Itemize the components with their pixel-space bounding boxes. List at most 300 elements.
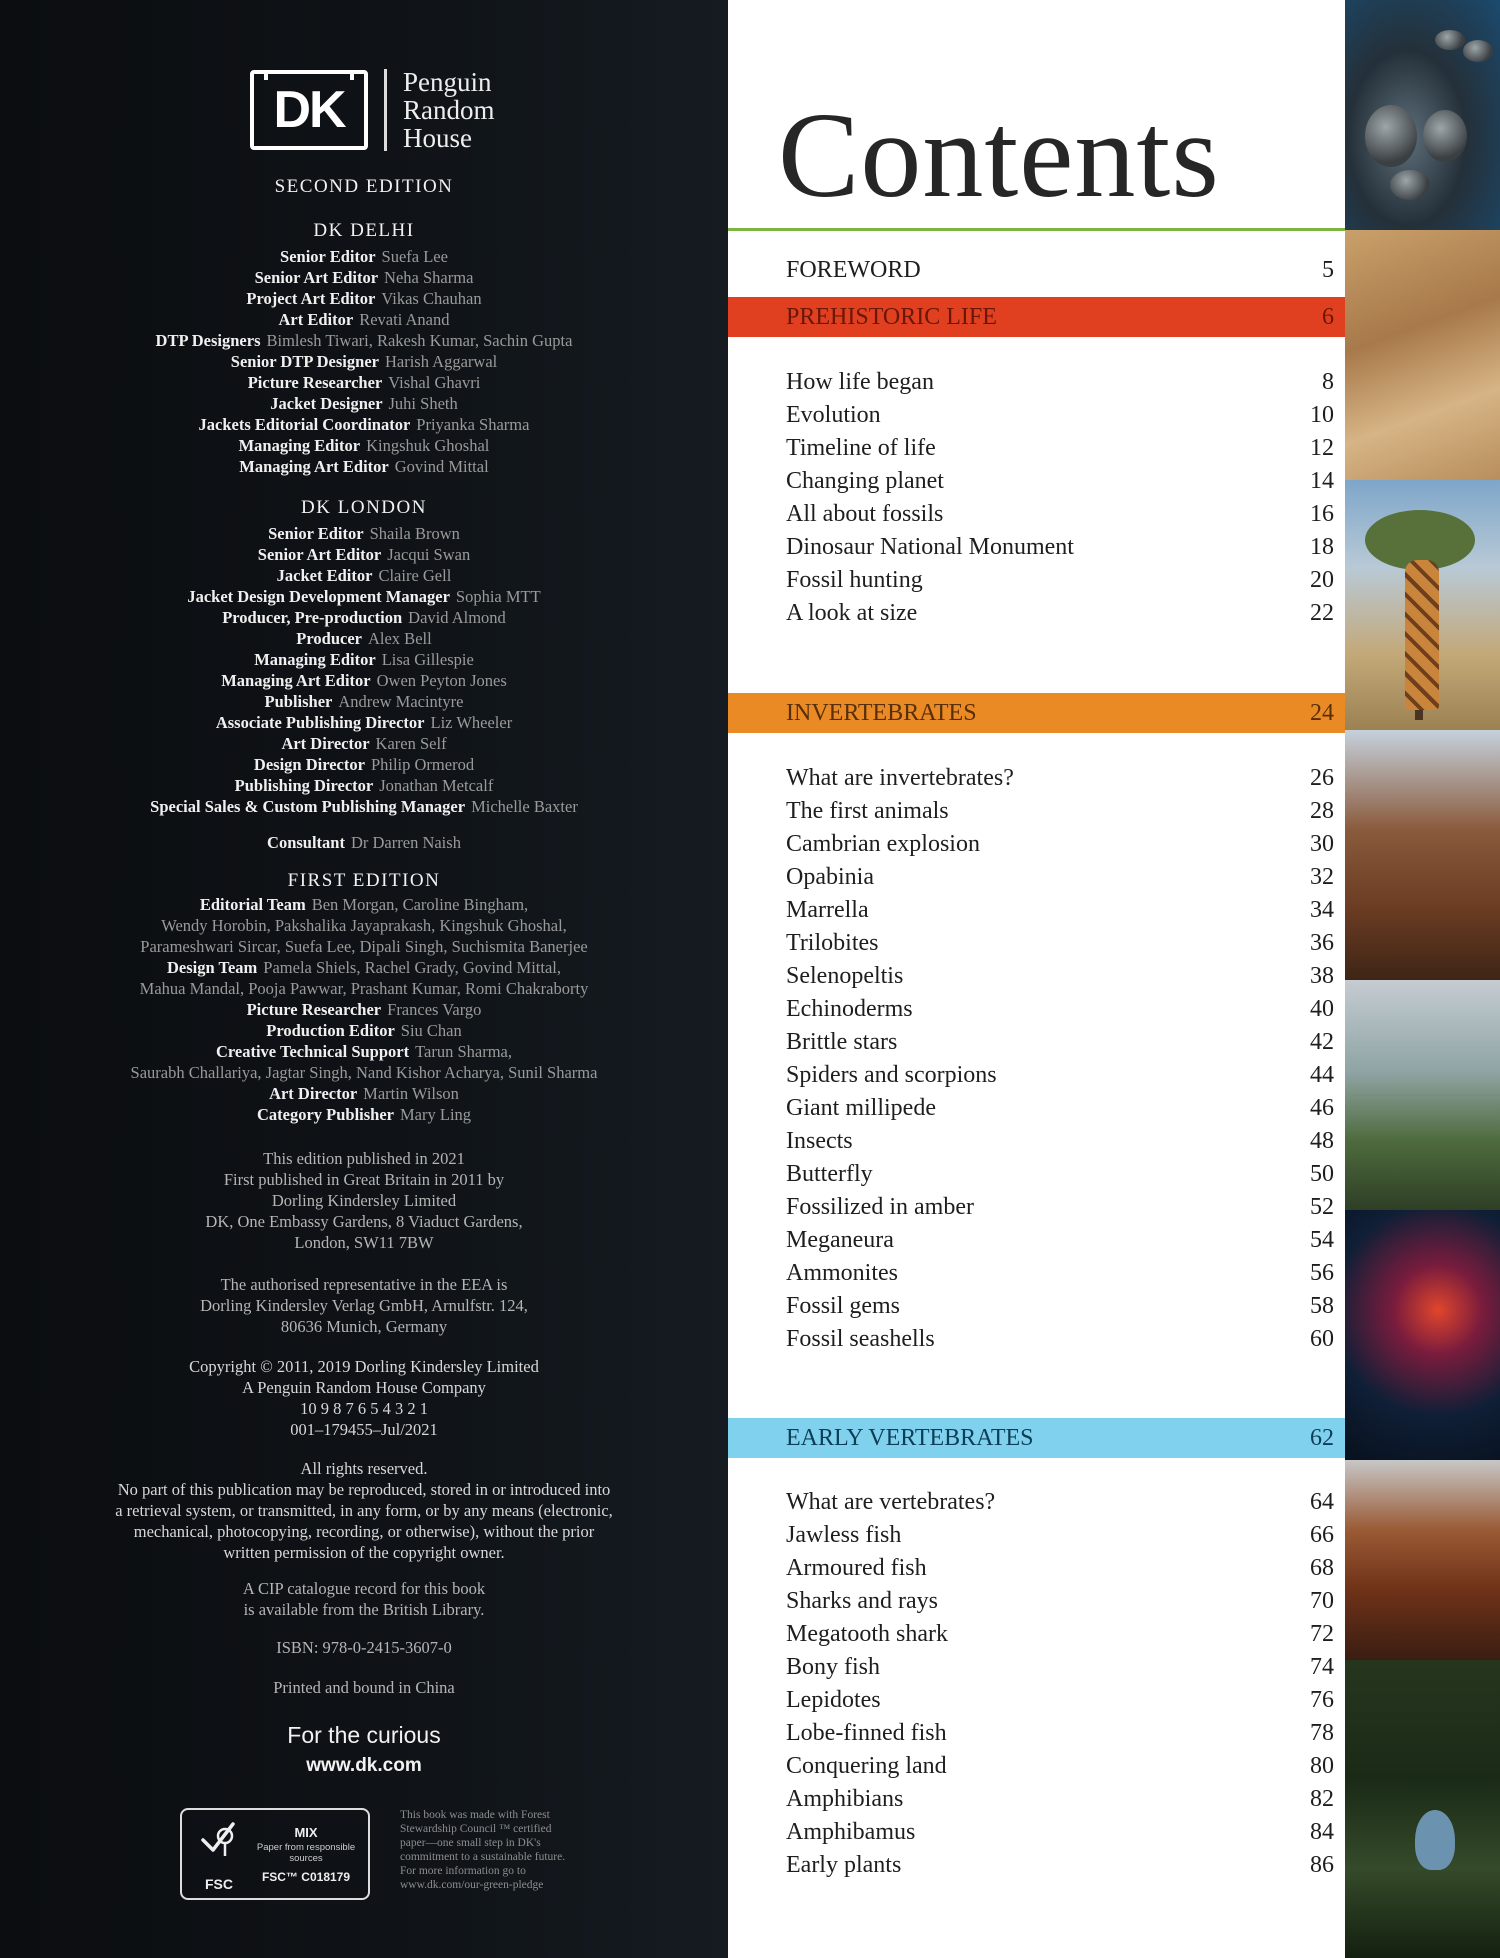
toc-entry[interactable] bbox=[786, 1684, 1334, 1717]
title-rule bbox=[728, 228, 1345, 231]
credit-line bbox=[0, 351, 728, 372]
toc-label: Fossil gems bbox=[786, 1293, 901, 1319]
credit-role: Editorial Team bbox=[199, 895, 306, 914]
imprint-line: This edition published in 2021 bbox=[263, 1149, 465, 1168]
toc-entry[interactable] bbox=[786, 1158, 1334, 1191]
credit-role: Senior Art Editor bbox=[257, 545, 382, 564]
toc-page: 72 bbox=[1310, 1621, 1334, 1647]
archaeopteryx-fossil-photo bbox=[1345, 230, 1500, 480]
prh-line: Random bbox=[403, 95, 495, 125]
credit-name: Juhi Sheth bbox=[388, 394, 458, 413]
toc-page: 38 bbox=[1310, 963, 1334, 989]
credit-name: Vishal Ghavri bbox=[388, 373, 481, 392]
credit-role: Creative Technical Support bbox=[215, 1042, 410, 1061]
toc-entry[interactable] bbox=[786, 1290, 1334, 1323]
toc-entry[interactable] bbox=[786, 993, 1334, 1026]
toc-page: 76 bbox=[1310, 1687, 1334, 1713]
toc-section-header[interactable] bbox=[728, 297, 1345, 337]
credit-role: Category Publisher bbox=[256, 1105, 394, 1124]
toc-entry[interactable] bbox=[786, 1026, 1334, 1059]
toc-label: Changing planet bbox=[786, 468, 944, 494]
credit-role: Production Editor bbox=[266, 1021, 395, 1040]
toc-label: Sharks and rays bbox=[786, 1588, 938, 1614]
credit-line bbox=[0, 330, 728, 351]
toc-page: 14 bbox=[1310, 468, 1334, 494]
credit-line bbox=[0, 894, 728, 915]
credit-line bbox=[0, 523, 728, 544]
website-link[interactable]: www.dk.com bbox=[306, 1755, 422, 1776]
fsc-note-line: commitment to a sustainable future. bbox=[400, 1851, 566, 1863]
toc-page: 42 bbox=[1310, 1029, 1334, 1055]
credit-line bbox=[0, 1104, 728, 1125]
fsc-note-line: www.dk.com/our-green-pledge bbox=[400, 1879, 544, 1891]
credit-role: Associate Publishing Director bbox=[215, 713, 425, 732]
imprint-line: All rights reserved. bbox=[300, 1459, 428, 1478]
imprint-line: Copyright © 2011, 2019 Dorling Kindersley Limited bbox=[189, 1357, 539, 1376]
dk-logo: DK bbox=[250, 70, 368, 150]
fsc-logo-text: FSC bbox=[205, 1876, 233, 1892]
fsc-code: FSC™ C018179 bbox=[261, 1869, 351, 1884]
credit-role: DTP Designers bbox=[155, 331, 261, 350]
giraffe-photo bbox=[1345, 480, 1500, 730]
credit-name: Siu Chan bbox=[400, 1021, 462, 1040]
toc-label: What are vertebrates? bbox=[786, 1489, 996, 1515]
credit-line bbox=[0, 544, 728, 565]
imprint-line: Dorling Kindersley Verlag GmbH, Arnulfstr. 124, bbox=[200, 1296, 528, 1315]
cip-info bbox=[0, 1578, 728, 1620]
canyon-photo bbox=[1345, 730, 1500, 980]
toc-label: Ammonites bbox=[786, 1260, 898, 1286]
fsc-badge bbox=[180, 1808, 370, 1900]
toc-entry[interactable] bbox=[786, 1323, 1334, 1356]
credit-role: Design Director bbox=[253, 755, 365, 774]
toc-label: Giant millipede bbox=[786, 1095, 936, 1121]
toc-entry[interactable] bbox=[786, 1125, 1334, 1158]
credit-line bbox=[0, 586, 728, 607]
toc-label: Fossilized in amber bbox=[786, 1194, 974, 1220]
credit-line bbox=[0, 309, 728, 330]
imprint-panel bbox=[0, 0, 728, 1958]
toc-label: Armoured fish bbox=[786, 1555, 927, 1581]
toc-label: Echinoderms bbox=[786, 996, 913, 1022]
toc-page: 28 bbox=[1310, 798, 1334, 824]
toc-page: 10 bbox=[1310, 402, 1334, 428]
credit-role: Publishing Director bbox=[234, 776, 374, 795]
toc-section-page: 62 bbox=[1310, 1424, 1334, 1451]
toc-entry[interactable] bbox=[786, 861, 1334, 894]
toc-entry[interactable] bbox=[786, 1618, 1334, 1651]
credit-line bbox=[0, 1020, 728, 1041]
toc-entry[interactable] bbox=[786, 1750, 1334, 1783]
credit-name: Liz Wheeler bbox=[430, 713, 513, 732]
toc-page: 82 bbox=[1310, 1786, 1334, 1812]
toc-entry[interactable] bbox=[786, 1224, 1334, 1257]
toc-label: Fossil seashells bbox=[786, 1326, 935, 1352]
credit-name: Martin Wilson bbox=[363, 1084, 459, 1103]
credit-name: Neha Sharma bbox=[384, 268, 474, 287]
toc-page: 34 bbox=[1310, 897, 1334, 923]
imprint-line: a retrieval system, or transmitted, in any form, or by any means (electronic, bbox=[115, 1501, 613, 1520]
imprint-line: No part of this publication may be reproduced, stored in or introduced into bbox=[117, 1480, 611, 1499]
toc-entry[interactable] bbox=[786, 1092, 1334, 1125]
credit-role: Art Director bbox=[269, 1084, 358, 1103]
toc-label: Evolution bbox=[786, 402, 881, 428]
toc-entry[interactable] bbox=[786, 1816, 1334, 1849]
toc-entry[interactable] bbox=[786, 432, 1334, 465]
credit-name: Vikas Chauhan bbox=[381, 289, 482, 308]
imprint-line: A Penguin Random House Company bbox=[242, 1378, 486, 1397]
tagline: For the curious bbox=[287, 1722, 441, 1748]
credit-name: Parameshwari Sircar, Suefa Lee, Dipali Singh, Suchismita Banerjee bbox=[140, 937, 588, 956]
fsc-note-line: paper—one small step in DK's bbox=[400, 1837, 541, 1849]
credit-role: Senior Editor bbox=[280, 247, 376, 266]
imprint-line: is available from the British Library. bbox=[243, 1600, 485, 1619]
credit-role: Producer bbox=[296, 629, 362, 648]
credit-name: Govind Mittal bbox=[394, 457, 489, 476]
toc-entry[interactable] bbox=[786, 927, 1334, 960]
toc-page: 18 bbox=[1310, 534, 1334, 560]
dk-delhi-heading: DK DELHI bbox=[313, 220, 415, 241]
toc-page: 54 bbox=[1310, 1227, 1334, 1253]
credit-name: Jonathan Metcalf bbox=[379, 776, 494, 795]
forest-bird-photo bbox=[1345, 1660, 1500, 1958]
credit-line bbox=[0, 628, 728, 649]
credit-name: Karen Self bbox=[375, 734, 447, 753]
credit-name: Frances Vargo bbox=[387, 1000, 482, 1019]
toc-page: 48 bbox=[1310, 1128, 1334, 1154]
toc-entry[interactable] bbox=[786, 1519, 1334, 1552]
toc-page: 26 bbox=[1310, 765, 1334, 791]
credit-name: Lisa Gillespie bbox=[381, 650, 474, 669]
toc-label: Jawless fish bbox=[786, 1522, 902, 1548]
toc-page: 64 bbox=[1310, 1489, 1334, 1515]
toc-label: Spiders and scorpions bbox=[786, 1062, 997, 1088]
toc-label: Insects bbox=[786, 1128, 853, 1154]
toc-entry[interactable] bbox=[786, 1257, 1334, 1290]
toc-label: Opabinia bbox=[786, 864, 874, 890]
fossil-stones-photo bbox=[1345, 0, 1500, 230]
toc-label: What are invertebrates? bbox=[786, 765, 1014, 791]
imprint-line: A CIP catalogue record for this book bbox=[242, 1579, 486, 1598]
credit-name: Mahua Mandal, Pooja Pawwar, Prashant Kumar, Romi Chakraborty bbox=[139, 979, 589, 998]
toc-page: 68 bbox=[1310, 1555, 1334, 1581]
toc-entry[interactable] bbox=[786, 1717, 1334, 1750]
isbn: ISBN: 978-0-2415-3607-0 bbox=[276, 1638, 452, 1657]
toc-entry[interactable] bbox=[786, 1783, 1334, 1816]
toc-entry[interactable] bbox=[786, 465, 1334, 498]
toc-section-header[interactable] bbox=[728, 693, 1345, 733]
toc-label: Lepidotes bbox=[786, 1687, 881, 1713]
toc-label: Conquering land bbox=[786, 1753, 947, 1779]
fsc-note-line: This book was made with Forest bbox=[400, 1809, 550, 1821]
toc-label: Fossil hunting bbox=[786, 567, 923, 593]
credit-line bbox=[0, 775, 728, 796]
toc-page: 12 bbox=[1310, 435, 1334, 461]
toc-entry[interactable] bbox=[786, 894, 1334, 927]
credit-name: Andrew Macintyre bbox=[338, 692, 464, 711]
credit-line bbox=[0, 372, 728, 393]
toc-label: Trilobites bbox=[786, 930, 879, 956]
imprint-line: 10 9 8 7 6 5 4 3 2 1 bbox=[300, 1399, 428, 1418]
imprint-line: written permission of the copyright owner. bbox=[223, 1543, 505, 1562]
toc-label: Lobe-finned fish bbox=[786, 1720, 947, 1746]
credit-role: Jackets Editorial Coordinator bbox=[198, 415, 411, 434]
first-edition-credits bbox=[0, 870, 728, 1125]
credit-name: Michelle Baxter bbox=[471, 797, 578, 816]
toc-entry[interactable] bbox=[786, 1585, 1334, 1618]
toc-entry[interactable] bbox=[786, 1552, 1334, 1585]
toc-page: 5 bbox=[1322, 257, 1334, 283]
credit-role: Jacket Editor bbox=[276, 566, 373, 585]
credit-role: Special Sales & Custom Publishing Manager bbox=[150, 797, 466, 816]
toc-label: The first animals bbox=[786, 798, 949, 824]
toc-page: 70 bbox=[1310, 1588, 1334, 1614]
toc-label: Cambrian explosion bbox=[786, 831, 980, 857]
toc-label: FOREWORD bbox=[786, 257, 921, 283]
credit-name: Pamela Shiels, Rachel Grady, Govind Mittal, bbox=[263, 958, 562, 977]
first-edition-heading: FIRST EDITION bbox=[287, 870, 441, 891]
toc-entry[interactable] bbox=[786, 1059, 1334, 1092]
imprint-line: 80636 Munich, Germany bbox=[280, 1317, 448, 1336]
toc-label: All about fossils bbox=[786, 501, 944, 527]
credit-line bbox=[0, 936, 728, 957]
credit-name: Bimlesh Tiwari, Rakesh Kumar, Sachin Gupta bbox=[266, 331, 573, 350]
credit-role: Managing Editor bbox=[254, 650, 376, 669]
toc-entry[interactable] bbox=[786, 828, 1334, 861]
toc-label: A look at size bbox=[786, 600, 918, 626]
credit-name: Revati Anand bbox=[359, 310, 450, 329]
credit-line bbox=[0, 393, 728, 414]
toc-label: Selenopeltis bbox=[786, 963, 904, 989]
imprint-line: The authorised representative in the EEA is bbox=[220, 1275, 508, 1294]
credit-name: Philip Ormerod bbox=[370, 755, 475, 774]
imprint-line: First published in Great Britain in 2011 by bbox=[223, 1170, 505, 1189]
toc-label: Marrella bbox=[786, 897, 869, 923]
credit-line bbox=[0, 267, 728, 288]
credit-name: Alex Bell bbox=[367, 629, 432, 648]
credit-role: Jacket Design Development Manager bbox=[187, 587, 450, 606]
credit-role: Senior Art Editor bbox=[254, 268, 379, 287]
toc-entry[interactable] bbox=[786, 1191, 1334, 1224]
credit-role: Managing Art Editor bbox=[239, 457, 389, 476]
toc-page: 40 bbox=[1310, 996, 1334, 1022]
credit-line bbox=[0, 565, 728, 586]
consultant-credit bbox=[0, 832, 728, 853]
toc-page: 84 bbox=[1310, 1819, 1334, 1845]
toc-section-label: INVERTEBRATES bbox=[786, 699, 977, 726]
credit-role: Consultant bbox=[267, 833, 345, 852]
toc-page: 30 bbox=[1310, 831, 1334, 857]
credit-name: Owen Peyton Jones bbox=[376, 671, 507, 690]
credit-line bbox=[0, 435, 728, 456]
credit-line bbox=[0, 456, 728, 477]
credit-role: Publisher bbox=[264, 692, 333, 711]
toc-entry[interactable] bbox=[786, 531, 1334, 564]
penguin-random-house-wordmark bbox=[403, 68, 495, 152]
credit-role: Jacket Designer bbox=[270, 394, 383, 413]
credit-role: Art Director bbox=[281, 734, 370, 753]
toc-page: 50 bbox=[1310, 1161, 1334, 1187]
dk-delhi-credits bbox=[0, 220, 728, 477]
toc-page: 58 bbox=[1310, 1293, 1334, 1319]
credit-line bbox=[0, 288, 728, 309]
toc-page: 46 bbox=[1310, 1095, 1334, 1121]
credit-role: Managing Editor bbox=[238, 436, 361, 455]
edition-heading: SECOND EDITION bbox=[274, 176, 454, 197]
toc-page: 44 bbox=[1310, 1062, 1334, 1088]
toc-label: Early plants bbox=[786, 1852, 902, 1878]
contents-page bbox=[728, 0, 1345, 1958]
toc-foreword[interactable] bbox=[786, 254, 1334, 287]
credit-name: Kingshuk Ghoshal bbox=[366, 436, 490, 455]
credit-name: David Almond bbox=[408, 608, 506, 627]
credit-name: Mary Ling bbox=[400, 1105, 472, 1124]
credit-name: Saurabh Challariya, Jagtar Singh, Nand Kishor Acharya, Sunil Sharma bbox=[130, 1063, 598, 1082]
toc-page: 56 bbox=[1310, 1260, 1334, 1286]
credit-role: Senior DTP Designer bbox=[230, 352, 379, 371]
fsc-note-line: For more information go to bbox=[400, 1865, 526, 1877]
credit-name: Shaila Brown bbox=[369, 524, 460, 543]
sea-slug-photo bbox=[1345, 1210, 1500, 1460]
toc-page: 8 bbox=[1322, 369, 1334, 395]
imprint-line: London, SW11 7BW bbox=[294, 1233, 434, 1252]
credit-line bbox=[0, 670, 728, 691]
prh-line: Penguin bbox=[403, 67, 492, 97]
printed-in: Printed and bound in China bbox=[273, 1678, 455, 1697]
toc-page: 60 bbox=[1310, 1326, 1334, 1352]
credit-line bbox=[0, 414, 728, 435]
dk-london-credits bbox=[0, 497, 728, 817]
logo-divider bbox=[384, 69, 387, 151]
toc-page: 80 bbox=[1310, 1753, 1334, 1779]
toc-label: Brittle stars bbox=[786, 1029, 898, 1055]
toc-section-page: 24 bbox=[1310, 699, 1334, 726]
toc-page: 74 bbox=[1310, 1654, 1334, 1680]
credit-line bbox=[0, 754, 728, 775]
credit-line bbox=[0, 1041, 728, 1062]
credit-name: Dr Darren Naish bbox=[350, 833, 461, 852]
credit-line bbox=[0, 978, 728, 999]
toc-entry[interactable] bbox=[786, 564, 1334, 597]
credit-line bbox=[0, 733, 728, 754]
toc-label: Bony fish bbox=[786, 1654, 881, 1680]
publisher-logo bbox=[250, 68, 495, 152]
toc-entry[interactable] bbox=[786, 960, 1334, 993]
credit-name: Jacqui Swan bbox=[387, 545, 471, 564]
imprint-line: DK, One Embassy Gardens, 8 Viaduct Gardens, bbox=[205, 1212, 523, 1231]
eea-info bbox=[0, 1274, 728, 1337]
credit-name: Harish Aggarwal bbox=[384, 352, 498, 371]
fsc-tree-logo bbox=[188, 1816, 250, 1892]
credit-line bbox=[0, 712, 728, 733]
toc-label: Dinosaur National Monument bbox=[786, 534, 1074, 560]
prh-line: House bbox=[403, 123, 472, 153]
prehistoric-plants-photo bbox=[1345, 980, 1500, 1210]
rights-info bbox=[0, 1458, 728, 1563]
fsc-note bbox=[400, 1808, 600, 1892]
credit-role: Managing Art Editor bbox=[221, 671, 371, 690]
fsc-sub: Paper from responsible sources bbox=[256, 1841, 356, 1864]
fsc-note-line: Stewardship Council ™ certified bbox=[400, 1823, 552, 1835]
toc-page: 52 bbox=[1310, 1194, 1334, 1220]
toc-entry[interactable] bbox=[786, 399, 1334, 432]
toc-page: 36 bbox=[1310, 930, 1334, 956]
credit-role: Design Team bbox=[166, 958, 258, 977]
toc-page: 32 bbox=[1310, 864, 1334, 890]
toc-section-header[interactable] bbox=[728, 1418, 1345, 1458]
dk-london-heading: DK LONDON bbox=[301, 497, 427, 518]
credit-name: Suefa Lee bbox=[381, 247, 448, 266]
imprint-line: mechanical, photocopying, recording, or otherwise), without the prior bbox=[133, 1522, 595, 1541]
photo-strip bbox=[1345, 0, 1500, 1958]
toc-entry[interactable] bbox=[786, 762, 1334, 795]
credit-role: Senior Editor bbox=[268, 524, 364, 543]
toc-entry[interactable] bbox=[786, 1651, 1334, 1684]
credit-name: Ben Morgan, Caroline Bingham, bbox=[311, 895, 529, 914]
toc-label: Meganeura bbox=[786, 1227, 894, 1253]
toc-label: Amphibamus bbox=[786, 1819, 916, 1845]
credit-line bbox=[0, 649, 728, 670]
credit-role: Art Editor bbox=[278, 310, 354, 329]
toc-entry[interactable] bbox=[786, 366, 1334, 399]
toc-page: 66 bbox=[1310, 1522, 1334, 1548]
red-rock-photo bbox=[1345, 1460, 1500, 1660]
copyright-info bbox=[0, 1356, 728, 1440]
credit-line bbox=[0, 246, 728, 267]
toc-entry[interactable] bbox=[786, 597, 1334, 630]
credit-line bbox=[0, 796, 728, 817]
toc-label: Butterfly bbox=[786, 1161, 873, 1187]
credit-name: Priyanka Sharma bbox=[416, 415, 530, 434]
credit-name: Claire Gell bbox=[378, 566, 452, 585]
toc-entry[interactable] bbox=[786, 795, 1334, 828]
imprint-line: Dorling Kindersley Limited bbox=[271, 1191, 457, 1210]
toc-section-label: EARLY VERTEBRATES bbox=[786, 1424, 1034, 1451]
credit-role: Picture Researcher bbox=[246, 1000, 382, 1019]
toc-page: 22 bbox=[1310, 600, 1334, 626]
publication-info bbox=[0, 1148, 728, 1253]
toc-label: Megatooth shark bbox=[786, 1621, 948, 1647]
toc-entry[interactable] bbox=[786, 1849, 1334, 1882]
toc-entry[interactable] bbox=[786, 1486, 1334, 1519]
imprint-line: 001–179455–Jul/2021 bbox=[290, 1420, 438, 1439]
fsc-mix: MIX bbox=[294, 1824, 318, 1840]
credit-name: Sophia MTT bbox=[455, 587, 541, 606]
toc-entry[interactable] bbox=[786, 498, 1334, 531]
toc-page: 16 bbox=[1310, 501, 1334, 527]
toc-section-page: 6 bbox=[1322, 303, 1334, 330]
credit-role: Producer, Pre-production bbox=[222, 608, 403, 627]
toc-section-label: PREHISTORIC LIFE bbox=[786, 303, 997, 330]
credit-line bbox=[0, 607, 728, 628]
credit-role: Project Art Editor bbox=[246, 289, 376, 308]
toc-label: How life began bbox=[786, 369, 934, 395]
credit-line bbox=[0, 915, 728, 936]
toc-page: 78 bbox=[1310, 1720, 1334, 1746]
tree-check-icon bbox=[197, 1816, 241, 1860]
contents-title: Contents bbox=[778, 88, 1220, 223]
credit-name: Wendy Horobin, Pakshalika Jayaprakash, Kingshuk Ghoshal, bbox=[161, 916, 567, 935]
credit-role: Picture Researcher bbox=[247, 373, 383, 392]
toc-page: 20 bbox=[1310, 567, 1334, 593]
credit-line bbox=[0, 957, 728, 978]
credit-line bbox=[0, 999, 728, 1020]
credit-line bbox=[0, 691, 728, 712]
toc-label: Amphibians bbox=[786, 1786, 904, 1812]
toc-page: 86 bbox=[1310, 1852, 1334, 1878]
credit-line bbox=[0, 1083, 728, 1104]
credit-line bbox=[0, 1062, 728, 1083]
